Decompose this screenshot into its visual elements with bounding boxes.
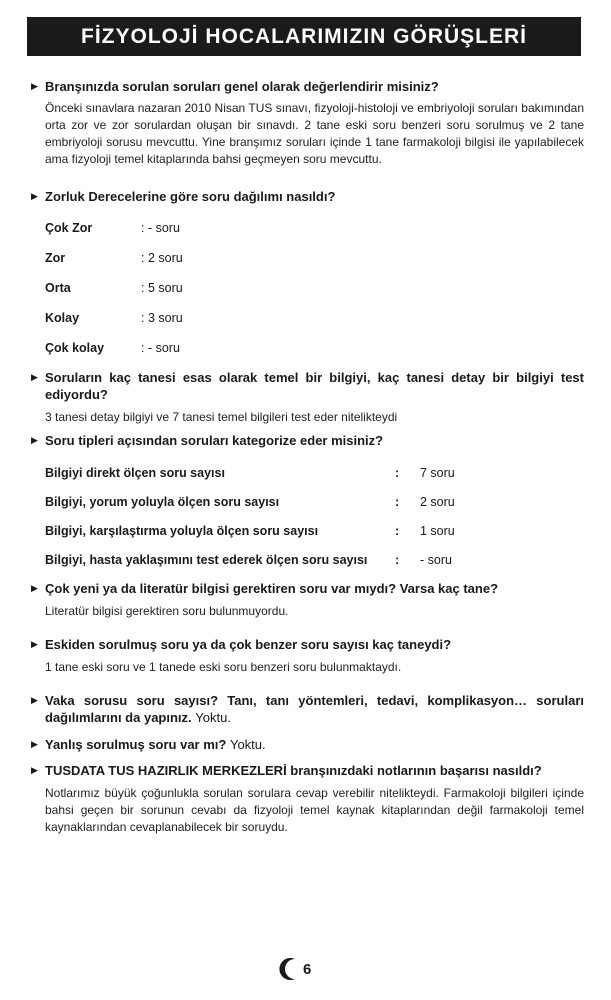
triangle-bullet-icon: ▶	[31, 739, 38, 749]
difficulty-row: Çok Zor : - soru	[45, 221, 180, 235]
question-9	[31, 762, 584, 779]
question-1	[31, 78, 584, 95]
difficulty-row: Çok kolay : - soru	[45, 341, 180, 355]
question-text: Yanlış sorulmuş soru var mı?	[45, 737, 227, 752]
crescent-logo-icon	[279, 956, 301, 982]
answer-3: 3 tanesi detay bilgiyi ve 7 tanesi temel bilgileri test eder nitelikteydi	[45, 410, 398, 424]
question-2	[31, 188, 584, 205]
question-text: Zorluk Derecelerine göre soru dağılımı nasıldı?	[45, 189, 336, 204]
page-footer	[279, 956, 311, 982]
question-text: TUSDATA TUS HAZIRLIK MERKEZLERİ branşınızdaki notlarının başarısı nasıldı?	[45, 763, 542, 778]
question-text: Eskiden sorulmuş soru ya da çok benzer soru sayısı kaç taneydi?	[45, 637, 452, 652]
question-4	[31, 432, 584, 449]
answer-6: 1 tane eski soru ve 1 tanede eski soru benzeri soru bulunmaktaydı.	[45, 660, 402, 674]
answer-5: Literatür bilgisi gerektiren soru bulunmuyordu.	[45, 604, 289, 618]
answer-1: Önceki sınavlara nazaran 2010 Nisan TUS sınavı, fizyoloji-histoloji ve embriyoloji soruları bakımından orta zor ve zor sorulardan oluşan bir sınavdı. 2 tane eski soru benzeri soru sorulmuş ve 2 tane embriyoloji sorusu mevcuttu. Yine branşımız soruları içinde 1 tane farmakoloji bilgisi ile yapılabilecek ama fizyoloji temel kitaplarında bahsi geçmeyen soru mevcuttu.	[45, 101, 584, 166]
category-row: Bilgiyi, karşılaştırma yoluyla ölçen soru sayısı : 1 soru	[45, 523, 455, 538]
triangle-bullet-icon: ▶	[31, 639, 38, 649]
difficulty-row: Kolay : 3 soru	[45, 311, 183, 325]
question-5	[31, 580, 584, 597]
question-text: Çok yeni ya da literatür bilgisi gerektiren soru var mıydı? Varsa kaç tane?	[45, 581, 499, 596]
category-row: Bilgiyi, yorum yoluyla ölçen soru sayısı : 2 soru	[45, 494, 455, 509]
category-row: Bilgiyi, hasta yaklaşımını test ederek ölçen soru sayısı : - soru	[45, 552, 452, 567]
question-6	[31, 636, 584, 653]
question-8	[31, 736, 584, 753]
content	[31, 78, 584, 836]
triangle-bullet-icon: ▶	[31, 583, 38, 593]
triangle-bullet-icon: ▶	[31, 81, 38, 91]
answer-9: Notlarımız büyük çoğunlukla sorulan sorulara cevap verebilir nitelikteydi. Farmakoloji bilgileri içinde bahsi geçen bir sorunun cevabı da fizyoloji temel kaynak kitaplarından değil farmakoloji temel kaynaklarından cevaplanabilecek bir soruydu.	[45, 786, 584, 834]
triangle-bullet-icon: ▶	[31, 191, 38, 201]
question-text: Vaka sorusu soru sayısı? Tanı, tanı yöntemleri, tedavi, komplikasyon… soruları dağılımlarını da yapınız.	[45, 693, 584, 725]
inline-answer: Yoktu.	[195, 710, 231, 725]
difficulty-row: Zor : 2 soru	[45, 251, 183, 265]
category-row: Bilgiyi direkt ölçen soru sayısı : 7 soru	[45, 465, 455, 480]
page-number: 6	[303, 960, 312, 978]
question-3	[31, 369, 584, 403]
question-7	[31, 692, 584, 726]
triangle-bullet-icon: ▶	[31, 372, 38, 382]
difficulty-row: Orta : 5 soru	[45, 281, 183, 295]
triangle-bullet-icon: ▶	[31, 435, 38, 445]
question-text: Soruların kaç tanesi esas olarak temel bir bilgiyi, kaç tanesi detay bir bilgiyi test ediyordu?	[45, 370, 584, 402]
triangle-bullet-icon: ▶	[31, 765, 38, 775]
difficulty-table	[45, 213, 584, 363]
triangle-bullet-icon: ▶	[31, 695, 38, 705]
inline-answer: Yoktu.	[229, 737, 266, 752]
page-header	[27, 17, 581, 56]
question-text: Branşınızda sorulan soruları genel olarak değerlendirir misiniz?	[45, 79, 439, 94]
category-table	[45, 458, 584, 574]
question-text: Soru tipleri açısından soruları kategorize eder misiniz?	[45, 433, 384, 448]
page-title: FİZYOLOJİ HOCALARIMIZIN GÖRÜŞLERİ	[81, 24, 527, 48]
